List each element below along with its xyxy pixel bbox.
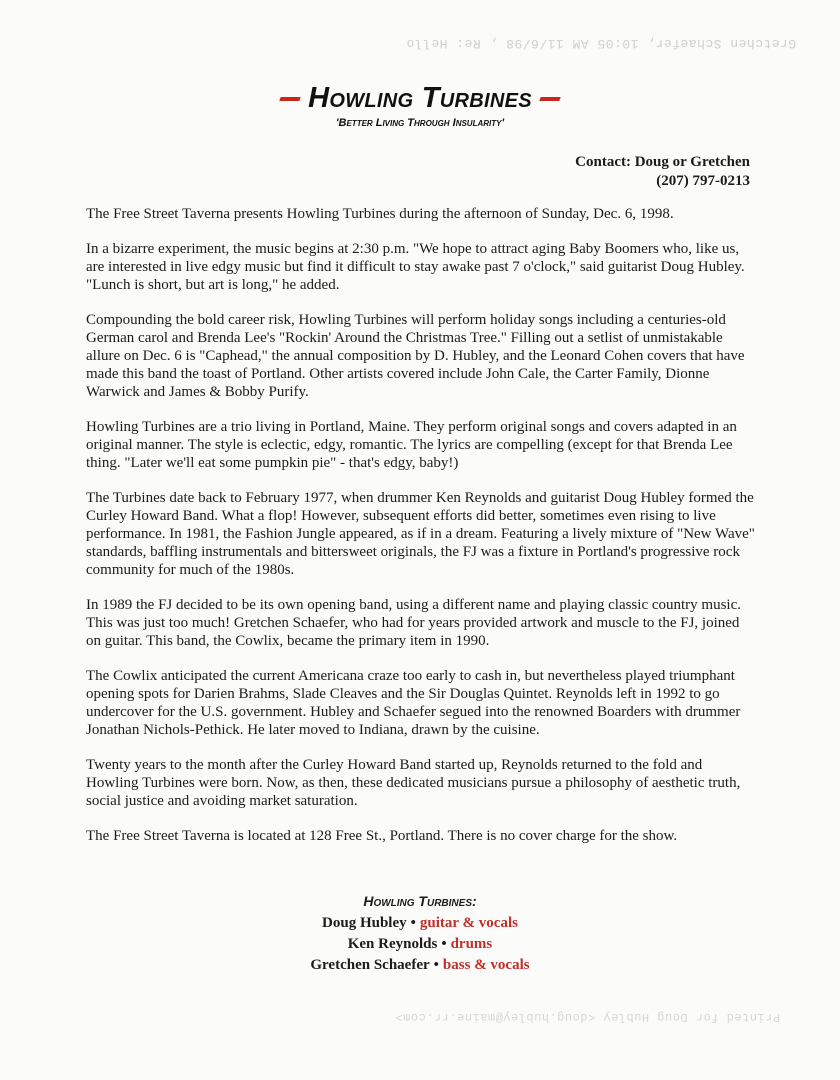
paragraph: Howling Turbines are a trio living in Portland, Maine. They perform original songs and covers adapted in an original manner. The style is eclectic, edgy, romantic. The lyrics are compelling (except for that Brenda Lee thing. "Later we'll eat some pumpkin pie" - that's edgy, baby!) bbox=[86, 419, 737, 471]
contact-block bbox=[575, 153, 750, 191]
paragraph: The Turbines date back to February 1977, when drummer Ken Reynolds and guitarist Doug Hubley formed the Curley Howard Band. What a flop! However, subsequent efforts did better, sometimes even rising to live performance. In 1981, the Fashion Jungle appeared, as if in a dream. Featuring a lively mixture of "New Wave" standards, baffling instrumentals and bittersweet originals, the FJ was a fixture in Portland's progressive rock community for much of the 1980s. bbox=[86, 490, 755, 578]
title-row bbox=[0, 82, 840, 115]
band-title-text: Howling Turbines bbox=[308, 82, 532, 114]
band-member bbox=[0, 934, 840, 955]
paragraph: The Free Street Taverna presents Howling Turbines during the afternoon of Sunday, Dec. 6, 1998. bbox=[86, 206, 674, 222]
paragraph: In 1989 the FJ decided to be its own opening band, using a different name and playing classic country music. This was just too much! Gretchen Schaefer, who had for years provided artwork and muscle to the FJ, joined on guitar. This band, the Cowlix, became the primary item in 1990. bbox=[86, 597, 741, 649]
band-lineup-heading: Howling Turbines: bbox=[363, 893, 477, 909]
bullet-icon: • bbox=[433, 957, 439, 973]
member-name: Doug Hubley bbox=[322, 915, 407, 931]
fax-header-bleedthrough: Gretchen Schaefer, 10:05 AM 11/6/98 , Re: Hello bbox=[405, 36, 796, 51]
title-dash-right bbox=[539, 97, 560, 101]
bullet-icon: • bbox=[410, 915, 416, 931]
member-name: Ken Reynolds bbox=[347, 936, 438, 952]
paragraph: The Free Street Taverna is located at 128 Free St., Portland. There is no cover charge for the show. bbox=[86, 828, 678, 844]
fax-footer-bleedthrough: Printed for Doug Hubley <doug.hubley@maine.rr.com> bbox=[394, 1010, 780, 1024]
paragraph: Compounding the bold career risk, Howling Turbines will perform holiday songs including a centuries-old German carol and Brenda Lee's "Rockin' Around the Christmas Tree." Filling out a setlist of unmistakable allure on Dec. 6 is "Caphead," the annual composition by D. Hubley, and the Leonard Cohen covers that have made this band the toast of Portland. Other artists covered include John Cale, the Carter Family, Dionne Warwick and James & Bobby Purify. bbox=[86, 312, 745, 400]
paragraph: The Cowlix anticipated the current Americana craze too early to cash in, but nevertheless played triumphant opening spots for Darien Brahms, Slade Cleaves and the Sir Douglas Quintet. Reynolds left in 1992 to go undercover for the U.S. government. Hubley and Schaefer segued into the renowned Boarders with drummer Jonathan Nichols-Pethick. He later moved to Indiana, drawn by the cuisine. bbox=[86, 668, 741, 738]
member-role: bass & vocals bbox=[442, 957, 530, 973]
bullet-icon: • bbox=[441, 936, 447, 952]
contact-phone: (207) 797-0213 bbox=[656, 173, 750, 189]
band-lineup bbox=[0, 893, 840, 976]
member-name: Gretchen Schaefer bbox=[310, 957, 430, 973]
title-dash-left bbox=[279, 97, 300, 101]
member-role: guitar & vocals bbox=[419, 915, 518, 931]
band-title bbox=[272, 82, 568, 115]
paragraph: Twenty years to the month after the Curley Howard Band started up, Reynolds returned to the fold and Howling Turbines were born. Now, as then, these dedicated musicians pursue a philosophy of aesthetic truth, social justice and avoiding market saturation. bbox=[86, 757, 741, 809]
band-member bbox=[0, 913, 840, 934]
member-role: drums bbox=[450, 936, 493, 952]
paragraph: In a bizarre experiment, the music begins at 2:30 p.m. "We hope to attract aging Baby Boomers who, like us, are interested in live edgy music but find it difficult to stay awake past 7 o'clock," said guitarist Doug Hubley. "Lunch is short, but art is long," he added. bbox=[86, 241, 745, 293]
contact-names: Contact: Doug or Gretchen bbox=[575, 154, 750, 170]
tagline: 'Better Living Through Insularity' bbox=[335, 117, 505, 129]
band-member bbox=[0, 955, 840, 976]
press-release-body bbox=[86, 205, 758, 862]
